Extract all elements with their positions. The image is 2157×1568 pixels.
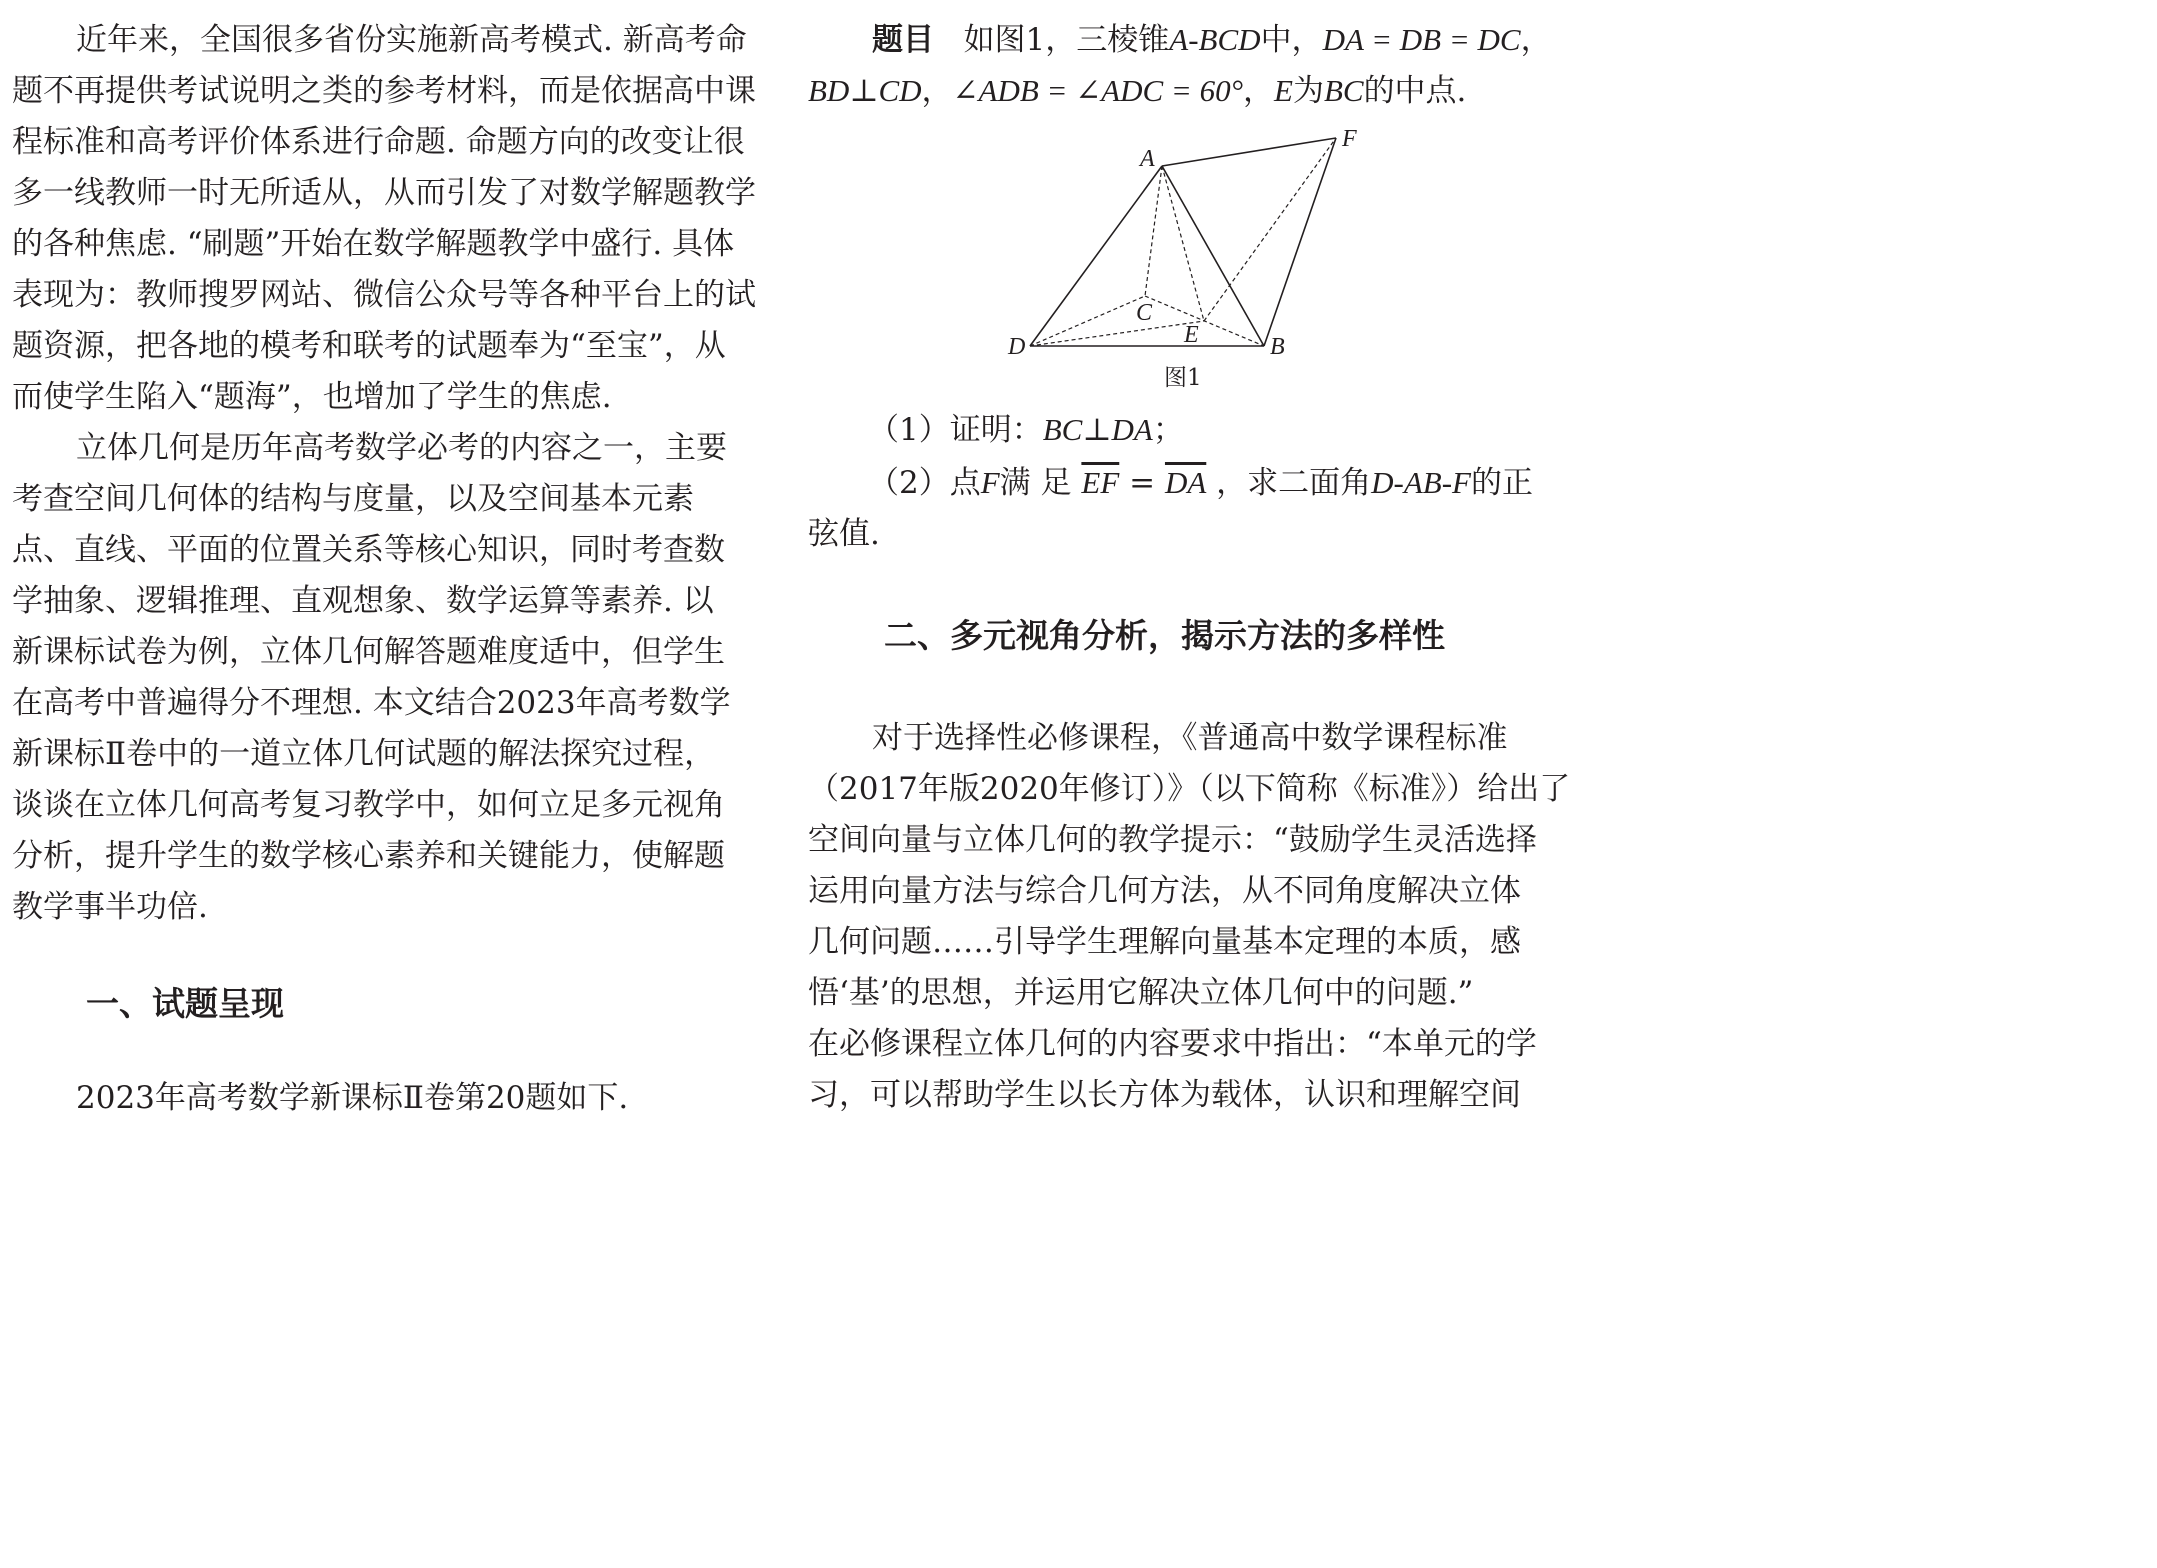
text-line: 而使学生陷入“题海”，也增加了学生的焦虑. [12,379,612,415]
problem-label: 题目 [872,22,934,58]
edge-EF [1204,138,1336,321]
vertex-label-B: B [1270,334,1285,360]
text-line: 悟‘基’的思想，并运用它解决立体几何中的问题.” [808,975,1474,1011]
math-expr: ∠ADB = ∠ADC = 60° [952,73,1243,108]
text-line: 题不再提供考试说明之类的参考材料，而是依据高中课 [12,73,756,109]
question-1 [868,410,1184,450]
problem-text: ， [1243,73,1274,109]
problem-line [808,71,1466,111]
q-text: = [1119,465,1165,501]
q-text: （1）证明： [868,412,1043,448]
vector-DA: $\overline{DA}$ [1164,465,1207,500]
text-line: 运用向量方法与综合几何方法，从不同角度解决立体 [808,873,1521,909]
text-line: 在高考中普遍得分不理想. 本文结合2023年高考数学 [12,685,731,721]
text-line: 表现为：教师搜罗网站、微信公众号等各种平台上的试 [12,277,756,313]
vertex-label-A: A [1140,146,1155,172]
math-expr: BD⊥CD [808,73,922,108]
text-line: 多一线教师一时无所适从，从而引发了对数学解题教学 [12,175,756,211]
text-line: 分析，提升学生的数学核心素养和关键能力，使解题 [12,838,725,874]
math-expr: F [980,465,1000,500]
section-heading: 一、试题呈现 [86,984,284,1023]
text-line: 在必修课程立体几何的内容要求中指出：“本单元的学 [808,1026,1537,1062]
text-line: 立体几何是历年高考数学必考的内容之一，主要 [76,430,727,466]
edge-AB [1162,166,1264,346]
text-line: 谈谈在立体几何高考复习教学中，如何立足多元视角 [12,787,725,823]
problem-line [872,20,1552,60]
figure-caption: 图1 [1164,365,1202,391]
text-line: 题资源，把各地的模考和联考的试题奉为“至宝”，从 [12,328,726,364]
q-text: ； [1152,412,1184,448]
edge-AF [1162,138,1336,166]
text-line: 的各种焦虑. “刷题”开始在数学解题教学中盛行. 具体 [12,226,735,262]
math-expr: D-AB-F [1371,465,1471,500]
vertex-label-E: E [1184,322,1199,348]
problem-text: 中， [1260,22,1323,58]
q-text: 满 足 [999,465,1082,501]
vertex-label-D: D [1008,334,1026,360]
vertex-label-F: F [1342,126,1357,152]
math-expr: BC [1323,73,1364,108]
math-expr: E [1274,73,1293,108]
vector-EF: $\overline{EF}$ [1081,465,1120,500]
text-line: 点、直线、平面的位置关系等核心知识，同时考查数 [12,532,725,568]
edge-AE [1162,166,1204,321]
vertex-label-C: C [1136,300,1153,326]
problem-text: 的中点. [1363,73,1467,109]
text-line: 教学事半功倍. [12,889,208,925]
problem-text: 为 [1292,73,1324,109]
section-heading: 二、多元视角分析，揭示方法的多样性 [884,616,1445,655]
text-line: 学抽象、逻辑推理、直观想象、数学运算等素养. 以 [12,583,714,619]
problem-text: ， [1520,22,1552,58]
q-text: 的正 [1470,465,1533,501]
question-2 [868,463,1533,503]
edge-DE [1030,321,1204,346]
edge-DC [1030,296,1145,346]
text-line: 对于选择性必修课程，《普通高中数学课程标准 [872,720,1508,756]
problem-text: ， [921,73,953,109]
question-2-cont: 弦值. [808,516,880,552]
text-line: 空间向量与立体几何的教学提示：“鼓励学生灵活选择 [808,822,1537,858]
text-line: （2017年版2020年修订）》（以下简称《标准》）给出了 [808,771,1571,807]
q-text: （2）点 [868,465,981,501]
math-expr: BC⊥DA [1042,412,1153,447]
text-line: 习，可以帮助学生以长方体为载体，认识和理解空间 [808,1077,1521,1113]
q-text: ，求二面角 [1206,465,1372,501]
text-line: 考查空间几何体的结构与度量，以及空间基本元素 [12,481,694,517]
text-line: 新课标Ⅱ卷中的一道立体几何试题的解法探究过程， [12,736,716,772]
math-expr: A-BCD [1169,22,1261,57]
text-line: 几何问题……引导学生理解向量基本定理的本质，感 [808,924,1521,960]
problem-text: 如图1，三棱锥 [963,22,1170,58]
text-line: 近年来，全国很多省份实施新高考模式. 新高考命 [76,22,747,58]
text-line: 2023年高考数学新课标Ⅱ卷第20题如下. [76,1080,629,1116]
figure-1-pyramid [990,118,1370,368]
text-line: 新课标试卷为例，立体几何解答题难度适中，但学生 [12,634,725,670]
math-expr: DA = DB = DC [1322,22,1521,57]
text-line: 程标准和高考评价体系进行命题. 命题方向的改变让很 [12,124,745,160]
edge-FB [1264,138,1336,346]
